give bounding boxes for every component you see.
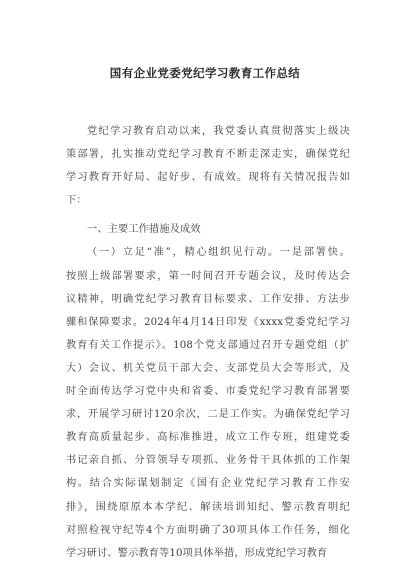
text-line: 教育高质量起步、高标准推进，成立工作专班，组建党委: [66, 432, 350, 444]
text-line: 构。结合实际谋划制定《国有企业党纪学习教育工作安: [66, 478, 350, 490]
text-line: （一）立足“准”，精心组织见行动。一是部署快。: [87, 247, 350, 259]
document-title: 国有企业党委党纪学习教育工作总结: [109, 66, 301, 80]
text-line: 学习教育开好局、起好步、有成效。现将有关情况报告如: [66, 172, 350, 184]
text-line: 教育有关工作提示》。108个党支部通过召开专题党组（扩: [66, 339, 350, 351]
text-line: 党纪学习教育启动以来，我党委认真贯彻落实上级决: [87, 126, 350, 137]
text-line: 排》，围绕原原本本学纪、解读培训知纪、警示教育明纪: [66, 501, 350, 513]
text-line: 按照上级部署要求，第一时间召开专题会议，及时传达会: [66, 270, 350, 282]
text-line: 一、主要工作措施及成效: [87, 224, 201, 236]
text-line: 对照检视守纪等4个方面明确了30项具体工作任务，细化: [66, 524, 350, 536]
text-line: 时全面传达学习党中央和省委、市委党纪学习教育部署要: [66, 386, 350, 398]
text-line: 书记亲自抓、分管领导专项抓、业务骨干具体抓的工作架: [66, 455, 350, 467]
document-body: [66, 120, 350, 565]
text-line: 骤和保障要求。2024年4月14日印发《xxxx党委党纪学习: [66, 316, 350, 328]
text-line: 策部署，扎实推动党纪学习教育不断走深走实，确保党纪: [66, 149, 350, 161]
text-line: 大）会议、机关党员干部大会、支部党员大会等形式，及: [66, 362, 350, 374]
text-line: 下：: [66, 195, 87, 207]
text-line: 议精神，明确党纪学习教育目标要求、工作安排、方法步: [66, 293, 350, 305]
text-line: 求，开展学习研讨120余次，二是工作实。为确保党纪学习: [66, 409, 350, 421]
text-line: 学习研讨、警示教育等10项具体举措，形成党纪学习教育: [66, 547, 328, 559]
